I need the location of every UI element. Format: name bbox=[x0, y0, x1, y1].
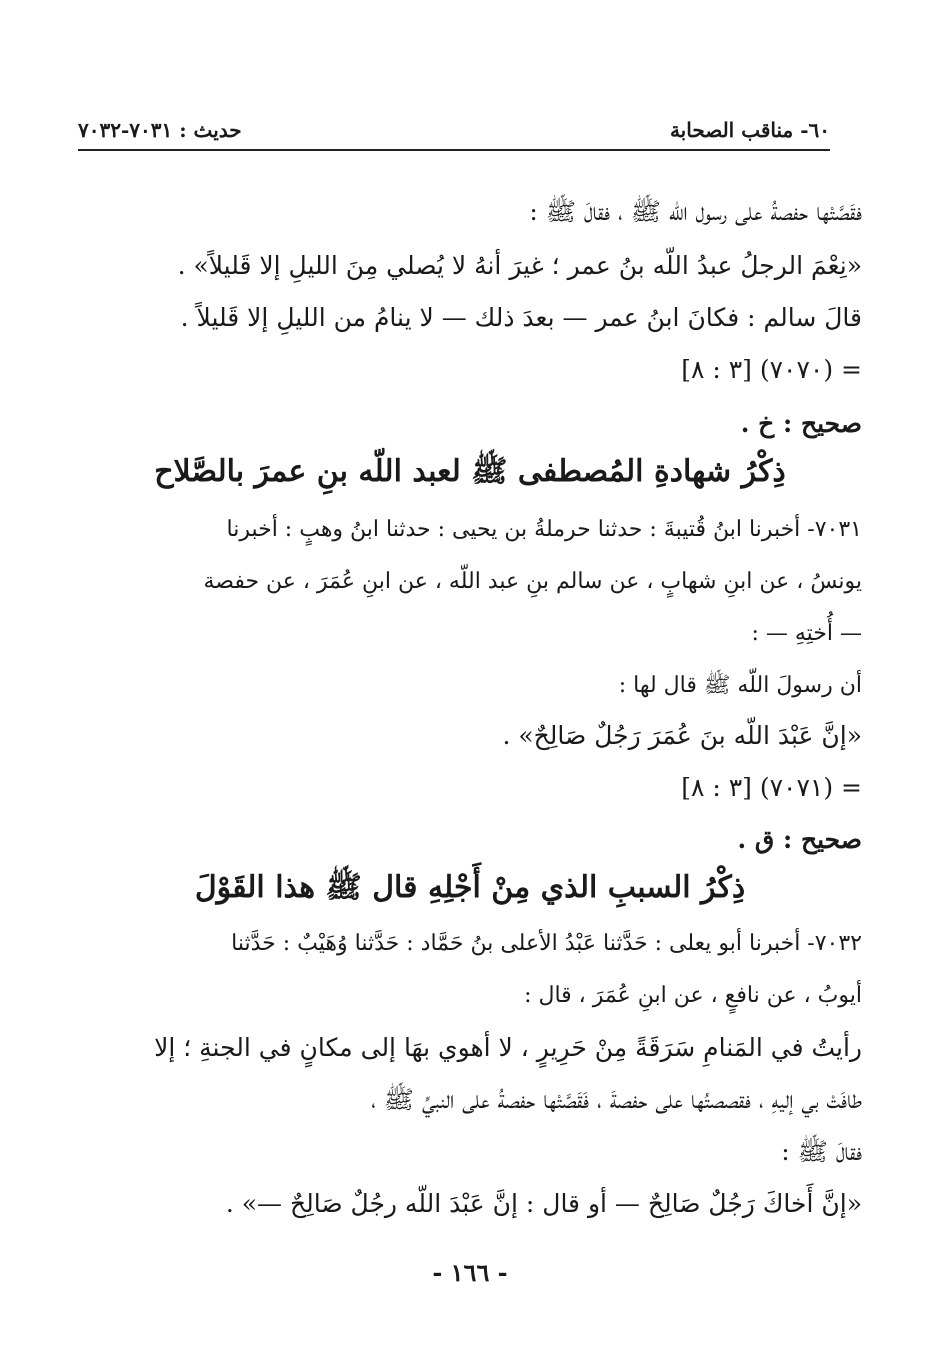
hadith-7031-line-4: أن رسولَ اللّه ﷺ قال لها : bbox=[618, 673, 862, 698]
salim-line: قالَ سالم : فكانَ ابنُ عمر — بعدَ ذلك — لا ينامُ من الليلِ إلا قَليلاً . bbox=[180, 303, 862, 332]
hadith-7031-line-1: ٧٠٣١- أخبرنا ابنُ قُتيبةَ : حدثنا حرملةُ بن يحيى : حدثنا ابنُ وهبٍ : أخبرنا bbox=[226, 517, 862, 542]
intro-line: فقَصَّتْها حفصةُ على رسول اللّه ﷺ ، فقالَ ﷺ : bbox=[529, 197, 862, 226]
ref-7070: = (٧٠٧٠) [٣ : ٨] bbox=[681, 355, 862, 384]
hadith-7031-line-3: — أُختِهِ — : bbox=[751, 621, 862, 646]
hadith-7032-line-1: ٧٠٣٢- أخبرنا أبو يعلى : حَدَّثنا عَبْدُ الأعلى بنُ حَمَّاد : حَدَّثنا وُهَيْبٌ : حَدَّثنا bbox=[231, 931, 862, 956]
section-heading-2: ذِكْرُ السببِ الذي مِنْ أَجْلِهِ قال ﷺ هذا القَوْلَ bbox=[194, 870, 746, 905]
chapter-title: ٦٠- مناقب الصحابة bbox=[669, 118, 830, 142]
grade-1: صحيح : خ . bbox=[740, 409, 862, 438]
hadith-7032-line-3: رأيتُ في المَنامِ سَرَقَةً مِنْ حَرِيرٍ ، لا أهوي بهَا إلى مكانٍ في الجنةِ ؛ إلا bbox=[154, 1033, 862, 1062]
hadith-7031-line-2: يونسُ ، عن ابنِ شهابٍ ، عن سالم بنِ عبد اللّه ، عن ابنِ عُمَرَ ، عن حفصة bbox=[203, 569, 862, 594]
hadith-7031-quote: «إنَّ عَبْدَ اللّه بنَ عُمَرَ رَجُلٌ صَالِحٌ» . bbox=[502, 721, 862, 750]
hadith-7032-quote: «إنَّ أَخاكَ رَجُلٌ صَالِحٌ — أو قال : إنَّ عَبْدَ اللّه رجُلٌ صَالِحٌ —» . bbox=[225, 1189, 862, 1218]
header-rule bbox=[78, 149, 830, 151]
hadith-7032-line-4: طافَتْ بي إليهِ ، فقصصتُها على حفصةَ ، فَقَصَّتْها حفصةُ على النبيِّ ﷺ ، bbox=[371, 1085, 862, 1114]
quote-1: «نِعْمَ الرجلُ عبدُ اللّه بنُ عمر ؛ غيرَ أنهُ لا يُصلي مِنَ الليلِ إلا قَليلاً» . bbox=[177, 251, 862, 280]
page-number: - ١٦٦ - bbox=[432, 1258, 508, 1287]
hadith-7032-line-5: فقالَ ﷺ : bbox=[781, 1137, 862, 1166]
ref-7071: = (٧٠٧١) [٣ : ٨] bbox=[681, 773, 862, 802]
running-header bbox=[78, 112, 830, 148]
hadith-7032-line-2: أيوبُ ، عن نافعٍ ، عن ابنِ عُمَرَ ، قال : bbox=[524, 983, 862, 1008]
hadith-range: حديث : ٧٠٣١-٧٠٣٢ bbox=[78, 118, 242, 142]
section-heading-1: ذِكْرُ شهادةِ المُصطفى ﷺ لعبد اللّه بنِ عمرَ بالصَّلاح bbox=[154, 454, 786, 489]
grade-2: صحيح : ق . bbox=[737, 825, 862, 854]
